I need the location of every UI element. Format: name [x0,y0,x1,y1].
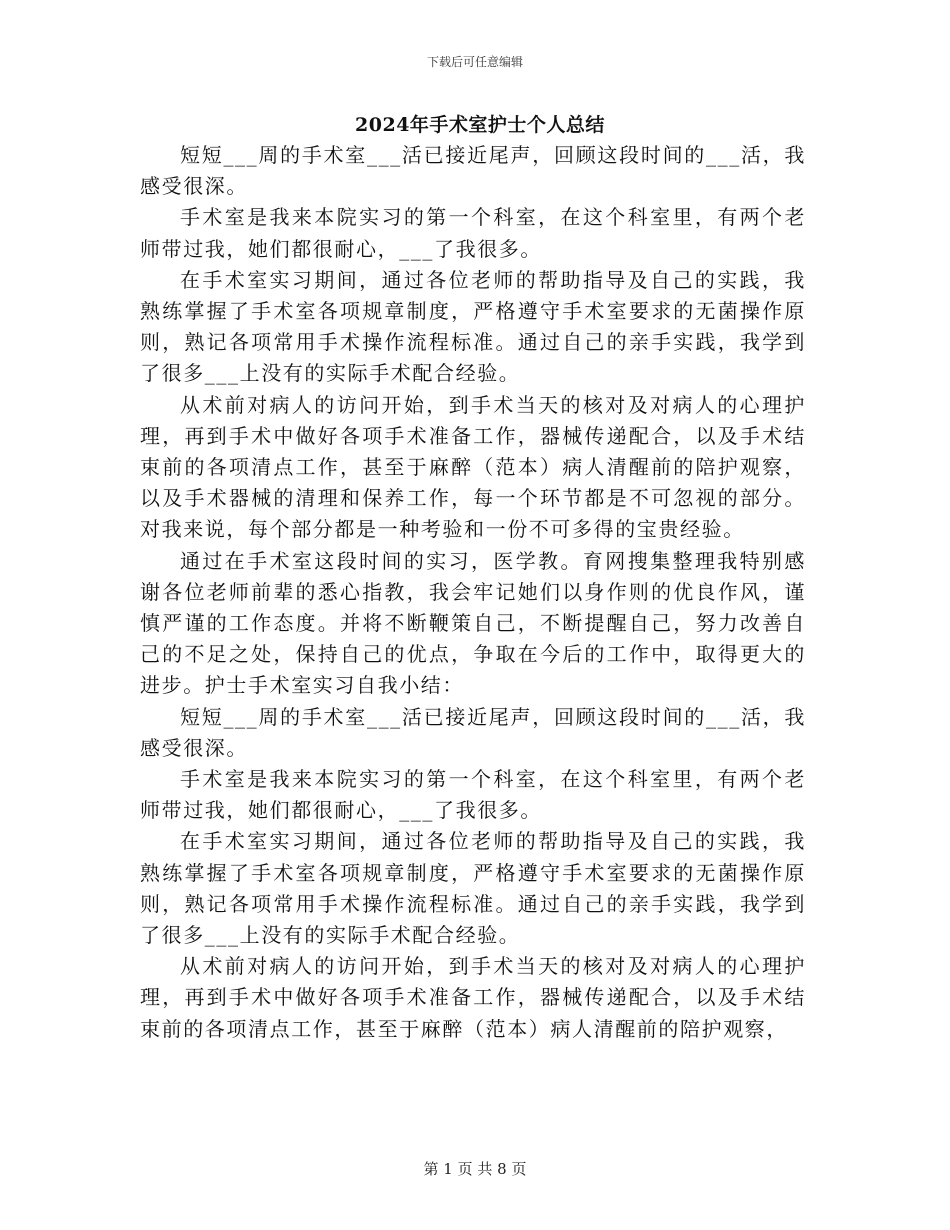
paragraph: 在手术室实习期间，通过各位老师的帮助指导及自己的实践，我熟练掌握了手术室各项规章制度，严格遵守手术室要求的无菌操作原则，熟记各项常用手术操作流程标准。通过自己的亲手实践，我学到了很多___上没有的实际手术配合经验。 [140,267,806,386]
page-number: 第 1 页 共 8 页 [423,1160,527,1178]
paragraph: 短短___周的手术室___活已接近尾声，回顾这段时间的___活，我感受很深。 [140,143,806,199]
paragraph: 通过在手术室这段时间的实习，医学教。育网搜集整理我特别感谢各位老师前辈的悉心指教，我会牢记她们以身作则的优良作风，谨慎严谨的工作态度。并将不断鞭策自己，不断提醒自己，努力改善自己的不足之处，保持自己的优点，争取在今后的工作中，取得更大的进步。护士手术室实习自我小结： [140,548,806,698]
download-note: 下载后可任意编辑 [426,55,523,69]
paragraph: 在手术室实习期间，通过各位老师的帮助指导及自己的实践，我熟练掌握了手术室各项规章制度，严格遵守手术室要求的无菌操作原则，熟记各项常用手术操作流程标准。通过自己的亲手实践，我学到了很多___上没有的实际手术配合经验。 [140,829,806,948]
paragraph: 手术室是我来本院实习的第一个科室，在这个科室里，有两个老师带过我，她们都很耐心，___了我很多。 [140,205,806,261]
paragraph: 手术室是我来本院实习的第一个科室，在这个科室里，有两个老师带过我，她们都很耐心，___了我很多。 [140,767,806,823]
paragraph: 从术前对病人的访问开始，到手术当天的核对及对病人的心理护理，再到手术中做好各项手术准备工作，器械传递配合，以及手术结束前的各项清点工作，甚至于麻醉（范本）病人清醒前的陪护观察， [140,954,806,1041]
document-title: 2024年手术室护士个人总结 [355,114,605,136]
paragraph: 从术前对病人的访问开始，到手术当天的核对及对病人的心理护理，再到手术中做好各项手术准备工作，器械传递配合，以及手术结束前的各项清点工作，甚至于麻醉（范本）病人清醒前的陪护观察，以及手术器械的清理和保养工作，每一个环节都是不可忽视的部分。对我来说，每个部分都是一种考验和一份不可多得的宝贵经验。 [140,392,806,542]
paragraph: 短短___周的手术室___活已接近尾声，回顾这段时间的___活，我感受很深。 [140,704,806,760]
document-body [140,140,806,1045]
